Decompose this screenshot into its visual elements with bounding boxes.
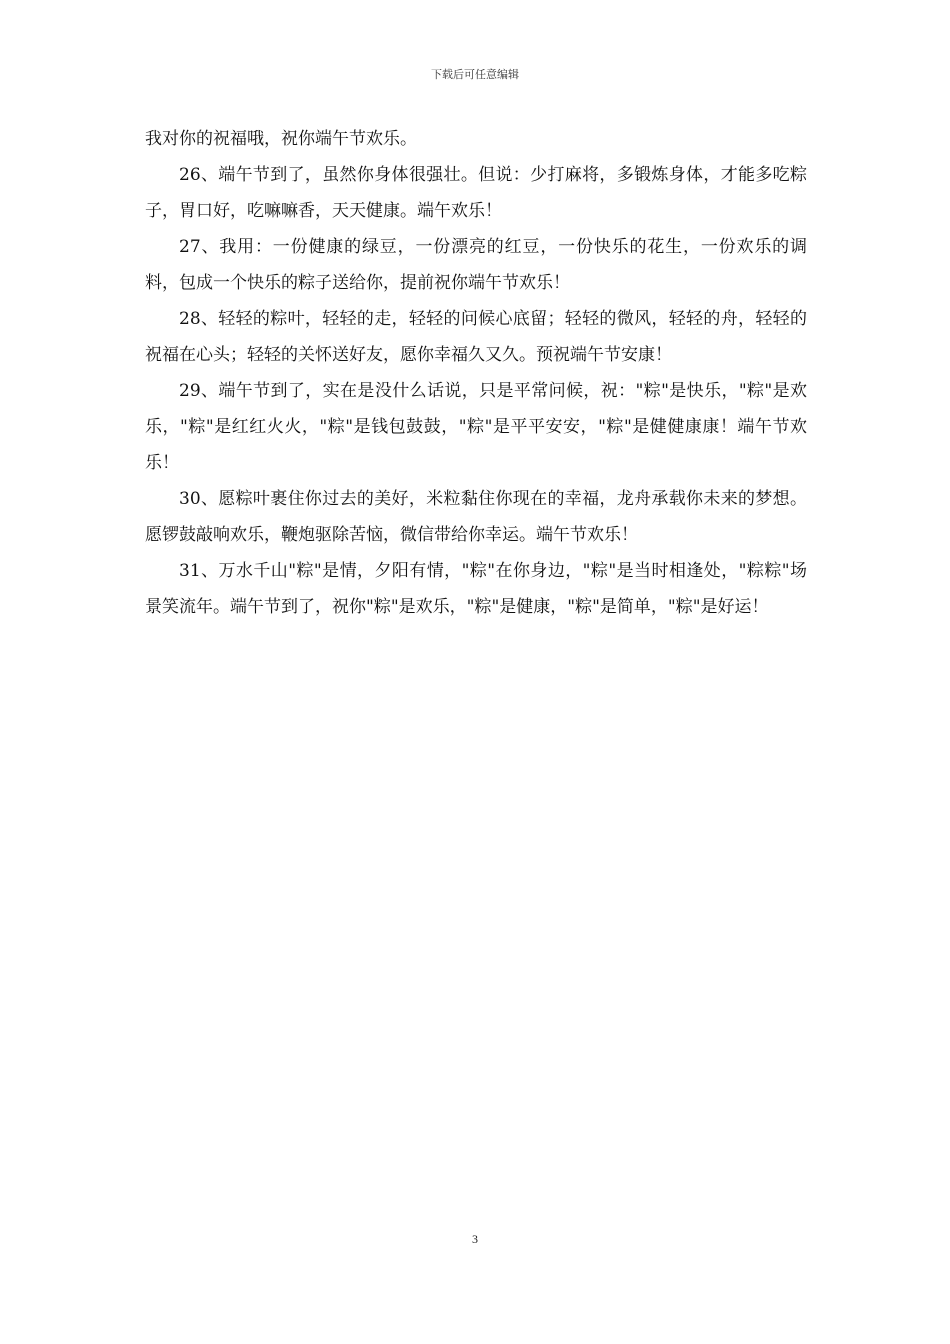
paragraph-30: 30、愿粽叶裹住你过去的美好，米粒黏住你现在的幸福，龙舟承载你未来的梦想。愿锣鼓敲响欢乐，鞭炮驱除苦恼，微信带给你幸运。端午节欢乐！ xyxy=(145,489,807,545)
paragraph-0: 我对你的祝福哦，祝你端午节欢乐。 xyxy=(145,129,417,149)
document-body xyxy=(145,121,807,625)
page-number: 3 xyxy=(472,1232,478,1246)
page-header: 下载后可任意编辑 xyxy=(431,68,519,81)
paragraph-27: 27、我用：一份健康的绿豆，一份漂亮的红豆，一份快乐的花生，一份欢乐的调料，包成一个快乐的粽子送给你，提前祝你端午节欢乐！ xyxy=(145,237,807,293)
paragraph-28: 28、轻轻的粽叶，轻轻的走，轻轻的问候心底留；轻轻的微风，轻轻的舟，轻轻的祝福在心头；轻轻的关怀送好友，愿你幸福久又久。预祝端午节安康！ xyxy=(145,309,807,365)
paragraph-31: 31、万水千山"粽"是情，夕阳有情，"粽"在你身边，"粽"是当时相逢处，"粽粽"场景笑流年。端午节到了，祝你"粽"是欢乐，"粽"是健康，"粽"是简单，"粽"是好运！ xyxy=(145,561,807,617)
paragraph-26: 26、端午节到了，虽然你身体很强壮。但说：少打麻将，多锻炼身体，才能多吃粽子，胃口好，吃嘛嘛香，天天健康。端午欢乐！ xyxy=(145,165,807,221)
paragraph-29: 29、端午节到了，实在是没什么话说，只是平常问候，祝："粽"是快乐，"粽"是欢乐，"粽"是红红火火，"粽"是钱包鼓鼓，"粽"是平平安安，"粽"是健健康康！端午节欢乐！ xyxy=(145,381,807,473)
